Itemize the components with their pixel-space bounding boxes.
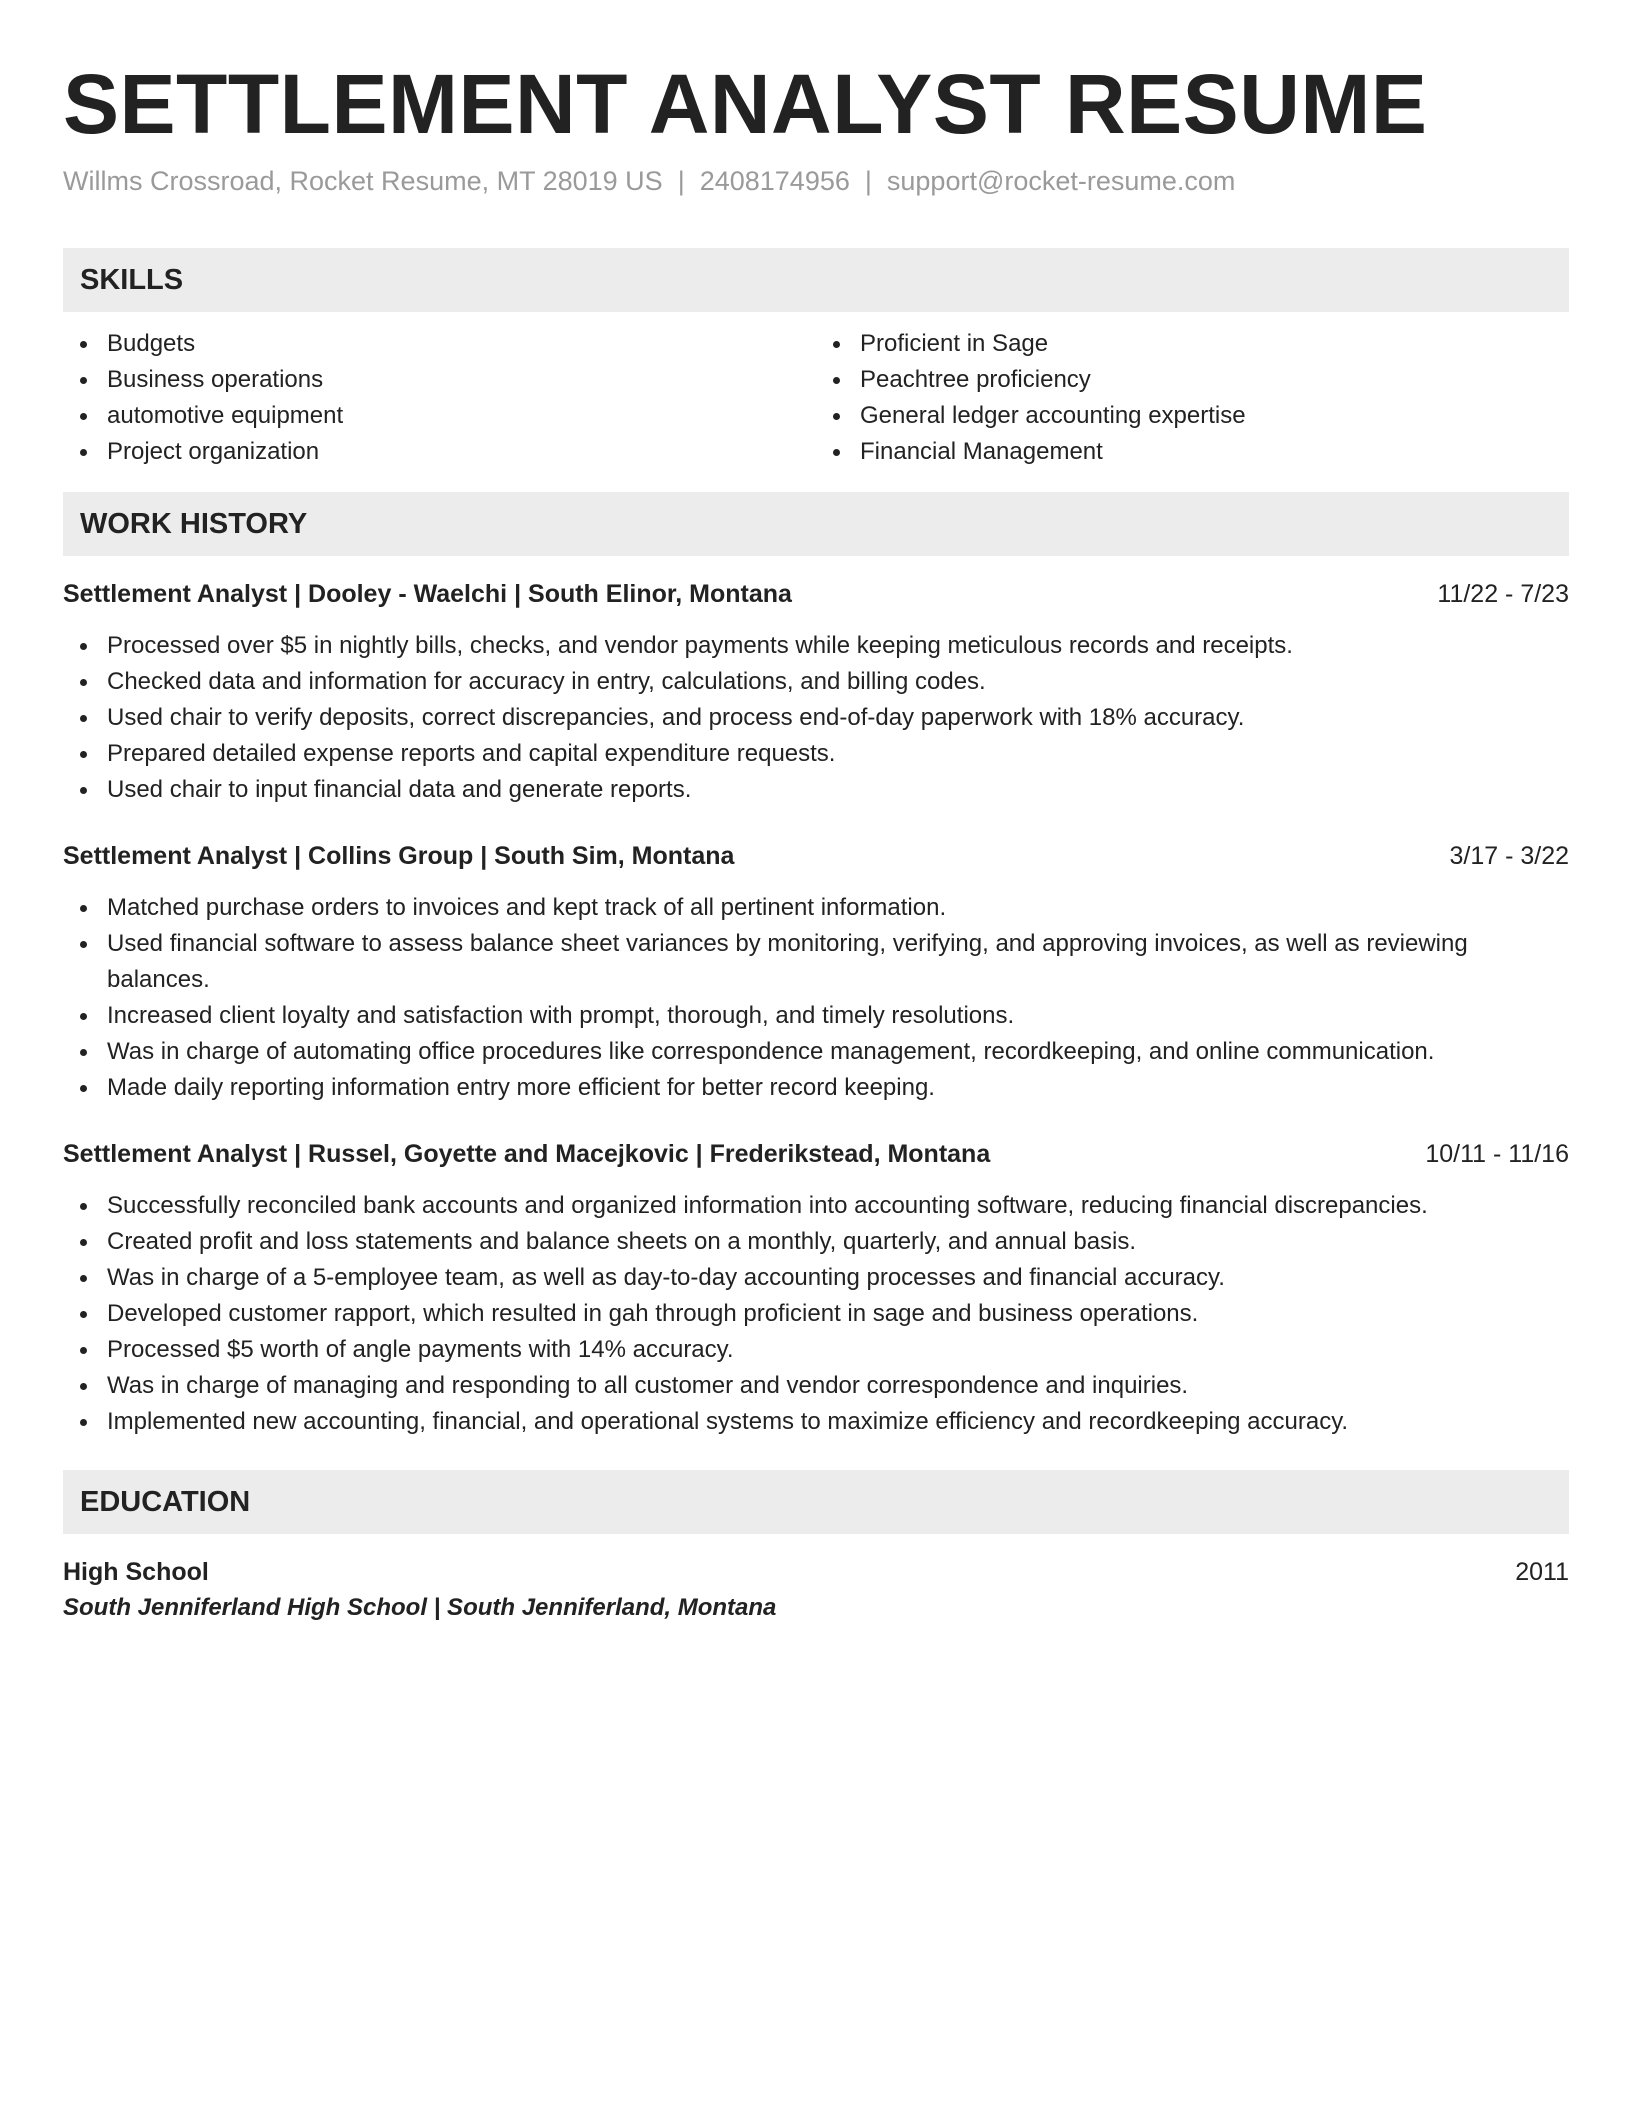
- job-bullets: [63, 890, 1569, 1106]
- skills-list: [63, 312, 1569, 470]
- job-bullet: Was in charge of automating office procedures like correspondence management, recordkeeping, and online communication.: [63, 1034, 1569, 1070]
- job-bullet: Processed $5 worth of angle payments with 14% accuracy.: [63, 1332, 1569, 1368]
- skill-item: Project organization: [63, 434, 816, 470]
- skill-item: General ledger accounting expertise: [816, 398, 1569, 434]
- skills-column-right: [816, 326, 1569, 470]
- job-bullet: Made daily reporting information entry more efficient for better record keeping.: [63, 1070, 1569, 1106]
- job-bullet: Implemented new accounting, financial, and operational systems to maximize efficiency and recordkeeping accuracy.: [63, 1404, 1569, 1440]
- job-title: Settlement Analyst | Russel, Goyette and Macejkovic | Frederikstead, Montana: [63, 1140, 991, 1168]
- job-bullet: Developed customer rapport, which resulted in gah through proficient in sage and business operations.: [63, 1296, 1569, 1332]
- education-entry: [63, 1554, 1569, 1626]
- education-heading: EDUCATION: [63, 1470, 1569, 1534]
- job-bullet: Increased client loyalty and satisfaction with prompt, thorough, and timely resolutions.: [63, 998, 1569, 1034]
- job-bullet: Processed over $5 in nightly bills, checks, and vendor payments while keeping meticulous records and receipts.: [63, 628, 1569, 664]
- education-degree: High School: [63, 1558, 209, 1586]
- job-bullet: Used chair to input financial data and generate reports.: [63, 772, 1569, 808]
- skills-column-left: [63, 326, 816, 470]
- job-bullet: Created profit and loss statements and balance sheets on a monthly, quarterly, and annual basis.: [63, 1224, 1569, 1260]
- job-bullet: Used financial software to assess balance sheet variances by monitoring, verifying, and approving invoices, as well as reviewing balances.: [63, 926, 1569, 998]
- resume-title: SETTLEMENT ANALYST RESUME: [63, 57, 1428, 151]
- education-school: South Jenniferland High School | South Jenniferland, Montana: [63, 1594, 777, 1621]
- contact-email: support@rocket-resume.com: [886, 166, 1236, 196]
- job-bullet: Successfully reconciled bank accounts and organized information into accounting software, reducing financial discrepancies.: [63, 1188, 1569, 1224]
- job-entry: [63, 838, 1569, 1106]
- contact-line: [63, 164, 1569, 198]
- skill-item: Budgets: [63, 326, 816, 362]
- job-title: Settlement Analyst | Collins Group | South Sim, Montana: [63, 842, 735, 870]
- job-bullet: Matched purchase orders to invoices and kept track of all pertinent information.: [63, 890, 1569, 926]
- job-bullet: Checked data and information for accuracy in entry, calculations, and billing codes.: [63, 664, 1569, 700]
- job-entry: [63, 1136, 1569, 1440]
- job-bullet: Prepared detailed expense reports and capital expenditure requests.: [63, 736, 1569, 772]
- job-entry: [63, 576, 1569, 808]
- job-bullet: Was in charge of managing and responding to all customer and vendor correspondence and inquiries.: [63, 1368, 1569, 1404]
- skill-item: Business operations: [63, 362, 816, 398]
- skill-item: Financial Management: [816, 434, 1569, 470]
- job-bullet: Used chair to verify deposits, correct discrepancies, and process end-of-day paperwork with 18% accuracy.: [63, 700, 1569, 736]
- skill-item: automotive equipment: [63, 398, 816, 434]
- job-bullets: [63, 1188, 1569, 1440]
- education-year: 2011: [1515, 1558, 1569, 1586]
- job-bullets: [63, 628, 1569, 808]
- job-dates: 11/22 - 7/23: [1437, 580, 1569, 608]
- contact-phone: 2408174956: [699, 166, 850, 196]
- contact-separator: |: [677, 166, 685, 196]
- job-dates: 10/11 - 11/16: [1425, 1140, 1569, 1168]
- skills-heading: SKILLS: [63, 248, 1569, 312]
- work-history-heading: WORK HISTORY: [63, 492, 1569, 556]
- contact-separator: |: [864, 166, 872, 196]
- job-title: Settlement Analyst | Dooley - Waelchi | South Elinor, Montana: [63, 580, 792, 608]
- contact-address: Willms Crossroad, Rocket Resume, MT 28019 US: [63, 166, 663, 196]
- job-bullet: Was in charge of a 5-employee team, as well as day-to-day accounting processes and financial accuracy.: [63, 1260, 1569, 1296]
- job-dates: 3/17 - 3/22: [1449, 842, 1569, 870]
- skill-item: Proficient in Sage: [816, 326, 1569, 362]
- skill-item: Peachtree proficiency: [816, 362, 1569, 398]
